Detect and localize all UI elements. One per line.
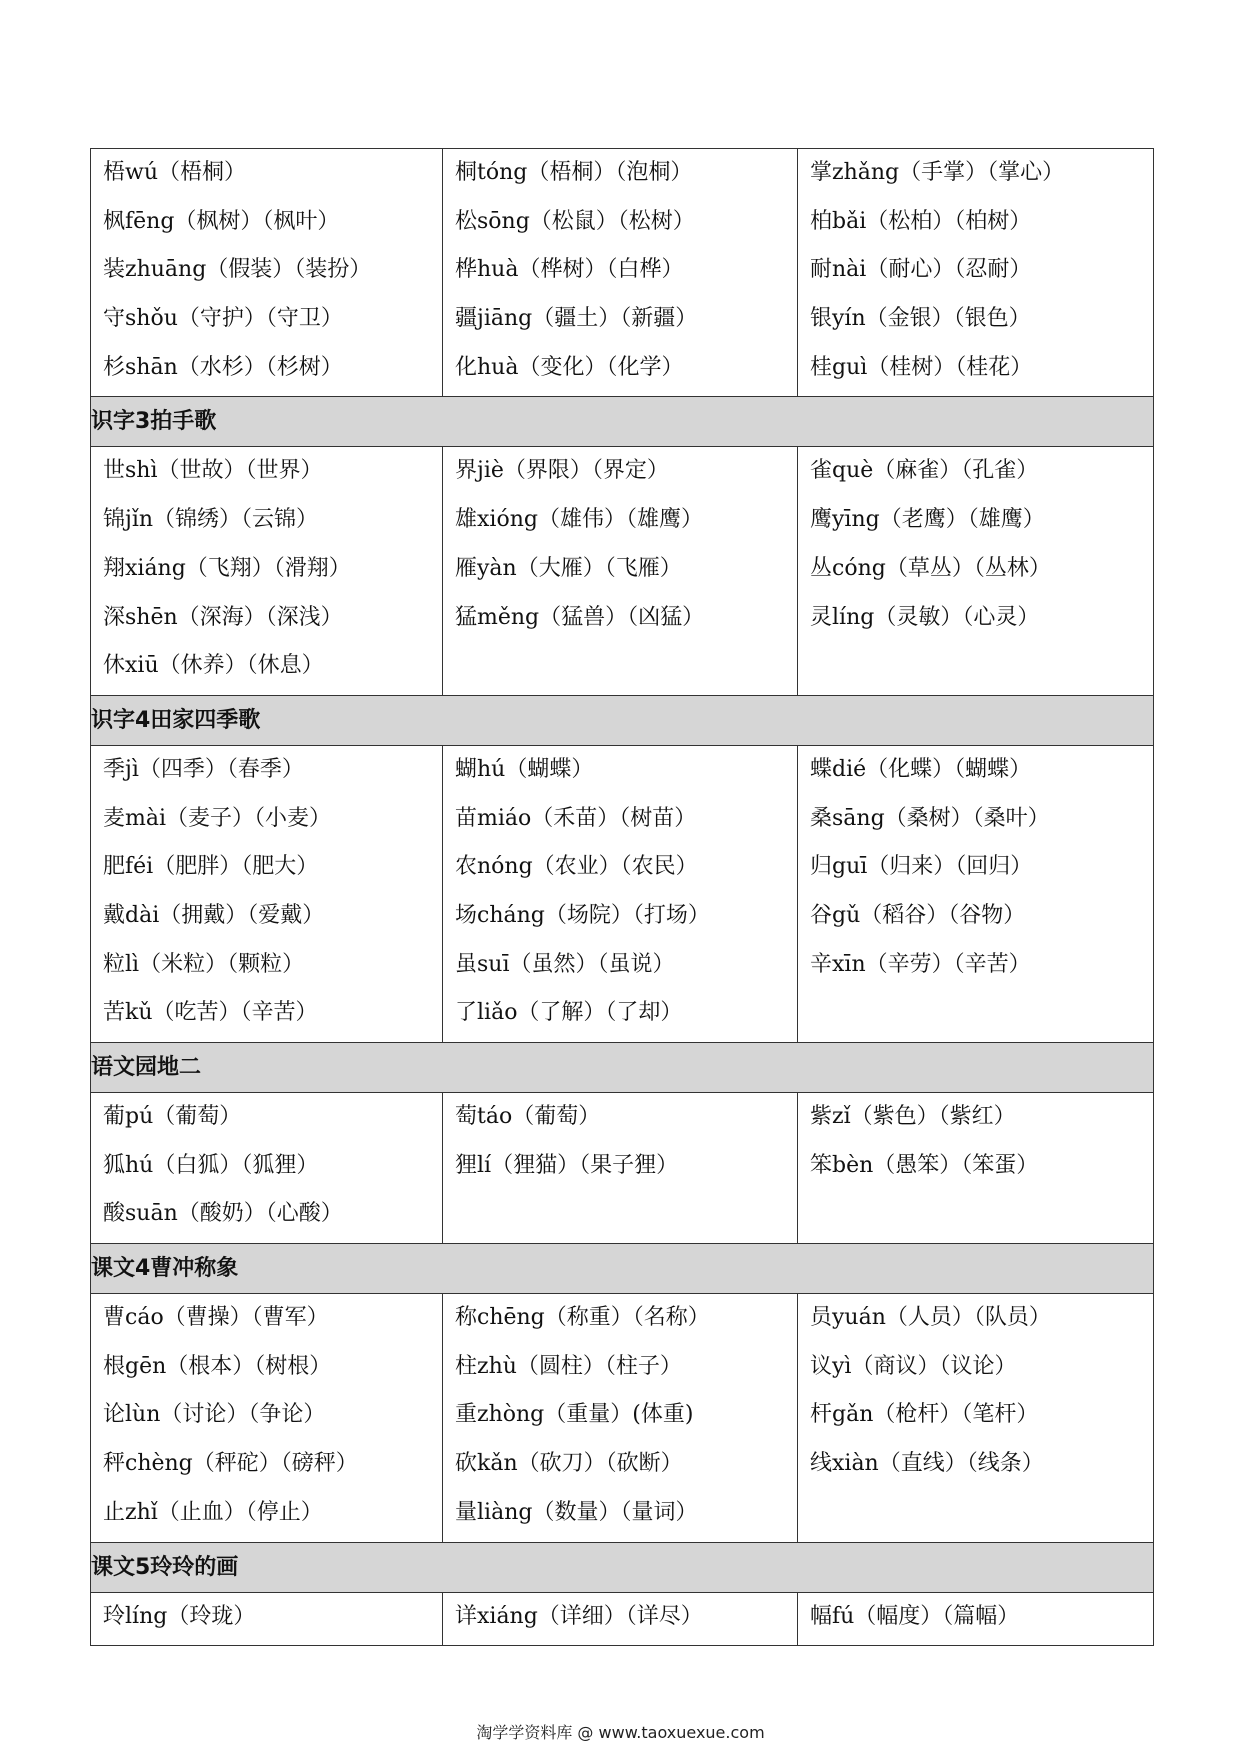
word-column <box>798 1592 1154 1646</box>
word-entry: 狐hú（白狐）（狐狸） <box>103 1152 319 1178</box>
word-entry: 萄táo（葡萄） <box>455 1104 601 1129</box>
word-entry: 肥féi（肥胖）（肥大） <box>103 854 319 880</box>
word-entry: 秤chèng（秤砣）（磅秤） <box>103 1451 358 1477</box>
word-entry: 议yì（商议）（议论） <box>810 1353 1017 1379</box>
word-entry: 狸lí（狸猫）（果子狸） <box>455 1152 679 1178</box>
word-entry: 苗miáo（禾苗）（树苗） <box>455 805 697 831</box>
vocabulary-table <box>90 148 1154 1646</box>
word-entry: 疆jiāng（疆土）（新疆） <box>455 306 698 332</box>
word-row <box>91 447 1154 695</box>
word-entry: 农nóng（农业）（农民） <box>455 854 698 880</box>
word-entry: 桐tóng（梧桐）（泡桐） <box>455 160 693 185</box>
word-entry: 锦jǐn（锦绣）（云锦） <box>103 507 319 533</box>
word-entry: 蝴hú（蝴蝶） <box>455 756 594 782</box>
section-header-row <box>91 1542 1154 1592</box>
word-column <box>91 745 443 1042</box>
word-entry: 深shēn（深海）（深浅） <box>103 604 343 630</box>
word-entry: 雁yàn（大雁）（飞雁） <box>455 555 682 581</box>
word-column <box>443 1294 798 1542</box>
word-entry: 掌zhǎng（手掌）（掌心） <box>810 160 1065 185</box>
word-column <box>91 1093 443 1244</box>
word-entry: 蝶dié（化蝶）（蝴蝶） <box>810 756 1032 782</box>
word-column <box>91 149 443 397</box>
word-entry: 休xiū（休养）（休息） <box>103 653 324 679</box>
word-entry: 杆gǎn（枪杆）（笔杆） <box>810 1402 1039 1428</box>
word-row <box>91 149 1154 397</box>
word-entry: 雄xióng（雄伟）（雄鹰） <box>455 507 703 533</box>
word-column <box>798 1093 1154 1244</box>
word-column <box>798 745 1154 1042</box>
word-entry: 重zhòng（重量）(体重) <box>455 1402 694 1428</box>
word-entry: 止zhǐ（止血）（停止） <box>103 1499 323 1525</box>
word-entry: 线xiàn（直线）（线条） <box>810 1451 1044 1477</box>
word-entry: 季jì（四季）（春季） <box>103 756 304 782</box>
word-entry: 界jiè（界限）（界定） <box>455 458 669 484</box>
word-column <box>91 1294 443 1542</box>
word-entry: 称chēng（称重）（名称） <box>455 1305 710 1331</box>
word-entry: 幅fú（幅度）（篇幅） <box>810 1603 1020 1629</box>
word-column <box>798 149 1154 397</box>
word-entry: 戴dài（拥戴）（爱戴） <box>103 902 325 928</box>
word-entry: 桂guì（桂树）（桂花） <box>810 354 1033 380</box>
word-entry: 守shǒu（守护）（守卫） <box>103 306 343 332</box>
word-column <box>443 1093 798 1244</box>
word-entry: 笨bèn（愚笨）（笨蛋） <box>810 1152 1039 1178</box>
word-entry: 虽suī（虽然）（虽说） <box>455 951 675 977</box>
word-entry: 粒lì（米粒）（颗粒） <box>103 951 305 977</box>
word-entry: 枫fēng（枫树）（枫叶） <box>103 208 340 234</box>
section-header-row <box>91 1043 1154 1093</box>
section-title: 课文4曹冲称象 <box>91 1244 1154 1294</box>
word-entry: 详xiáng（详细）（详尽） <box>455 1603 703 1629</box>
word-entry: 场cháng（场院）（打场） <box>455 902 710 928</box>
section-title: 课文5玲玲的画 <box>91 1542 1154 1592</box>
word-entry: 鹰yīng（老鹰）（雄鹰） <box>810 507 1045 533</box>
section-header-row <box>91 397 1154 447</box>
word-entry: 猛měng（猛兽）（凶猛） <box>455 604 705 630</box>
word-column <box>443 149 798 397</box>
word-entry: 柱zhù（圆柱）（柱子） <box>455 1353 682 1379</box>
word-column <box>798 1294 1154 1542</box>
word-entry: 丛cóng（草丛）（丛林） <box>810 555 1051 581</box>
word-entry: 雀què（麻雀）（孔雀） <box>810 458 1039 484</box>
word-entry: 梧wú（梧桐） <box>103 160 247 185</box>
word-entry: 了liǎo（了解）（了却） <box>455 1000 683 1026</box>
word-entry: 曹cáo（曹操）（曹军） <box>103 1305 329 1331</box>
section-title: 识字3拍手歌 <box>91 397 1154 447</box>
word-entry: 员yuán（人员）（队员） <box>810 1305 1051 1331</box>
word-column <box>91 1592 443 1646</box>
page-footer: 淘学学资料库 @ www.taoxuexue.com <box>476 1723 765 1742</box>
word-row <box>91 1093 1154 1244</box>
word-entry: 葡pú（葡萄） <box>103 1104 242 1129</box>
word-entry: 世shì（世故）（世界） <box>103 458 323 484</box>
word-entry: 论lùn（讨论）（争论） <box>103 1402 326 1428</box>
word-entry: 根gēn（根本）（树根） <box>103 1353 332 1379</box>
word-column <box>91 447 443 695</box>
word-entry: 化huà（变化）（化学） <box>455 354 684 380</box>
word-entry: 耐nài（耐心）（忍耐） <box>810 257 1032 283</box>
word-column <box>443 447 798 695</box>
word-entry: 灵líng（灵敏）（心灵） <box>810 604 1040 630</box>
word-entry: 紫zǐ（紫色）（紫红） <box>810 1104 1016 1129</box>
word-row <box>91 745 1154 1042</box>
word-entry: 酸suān（酸奶）（心酸） <box>103 1201 343 1227</box>
word-entry: 量liàng（数量）（量词） <box>455 1499 698 1525</box>
word-entry: 辛xīn（辛劳）（辛苦） <box>810 951 1031 977</box>
word-entry: 桑sāng（桑树）（桑叶） <box>810 805 1050 831</box>
word-entry: 麦mài（麦子）（小麦） <box>103 805 332 831</box>
word-row <box>91 1294 1154 1542</box>
word-row <box>91 1592 1154 1646</box>
section-header-row <box>91 1244 1154 1294</box>
word-column <box>798 447 1154 695</box>
word-column <box>443 745 798 1042</box>
section-title: 识字4田家四季歌 <box>91 695 1154 745</box>
word-entry: 归guī（归来）（回归） <box>810 854 1033 880</box>
word-entry: 杉shān（水杉）（杉树） <box>103 354 343 380</box>
word-entry: 桦huà（桦树）（白桦） <box>455 257 684 283</box>
section-title: 语文园地二 <box>91 1043 1154 1093</box>
word-entry: 翔xiáng（飞翔）（滑翔） <box>103 555 351 581</box>
word-entry: 柏bǎi（松柏）（柏树） <box>810 208 1032 234</box>
word-entry: 装zhuāng（假装）（装扮） <box>103 257 372 283</box>
word-entry: 砍kǎn（砍刀）（砍断） <box>455 1451 683 1477</box>
word-entry: 银yín（金银）（银色） <box>810 306 1031 332</box>
word-entry: 玲líng（玲珑） <box>103 1603 256 1629</box>
word-entry: 苦kǔ（吃苦）（辛苦） <box>103 1000 318 1026</box>
word-entry: 谷gǔ（稻谷）（谷物） <box>810 902 1026 928</box>
word-column <box>443 1592 798 1646</box>
word-entry: 松sōng（松鼠）（松树） <box>455 208 695 234</box>
section-header-row <box>91 695 1154 745</box>
